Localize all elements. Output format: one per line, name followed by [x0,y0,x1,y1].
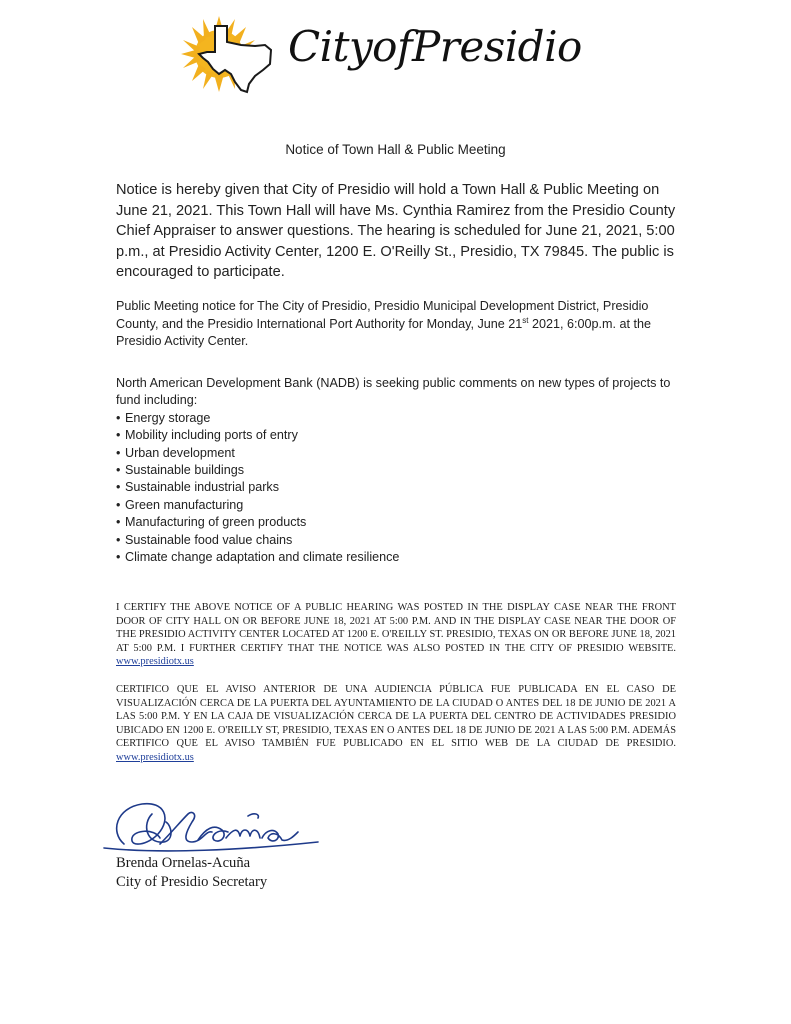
certification-spanish [116,683,676,765]
signer-title: City of Presidio Secretary [116,874,268,890]
nadb-section [116,375,676,566]
signer-name: Brenda Ornelas-Acuña [116,855,251,871]
list-item: • Sustainable industrial parks [116,479,676,496]
public-meeting-text: Public Meeting notice for The City of Presidio, Presidio Municipal Development District, Presidio County, and the Presidio International Port Authority for Monday, June 21 [116,299,649,331]
notice-title: Notice of Town Hall & Public Meeting [285,142,506,157]
certification-spanish-text: CERTIFICO QUE EL AVISO ANTERIOR DE UNA AUDIENCIA PÚBLICA FUE PUBLICADA EN EL CASO DE VISUALIZACIÓN CERCA DE LA PUERTA DEL AYUNTAMIENTO DE LA CIUDAD O ANTES DEL 18 DE JUNIO DE 2021 A LAS 5:00 P.M. Y EN LA CAJA DE VISUALIZACIÓN CERCA DE LA PUERTA DEL CENTRO DE ACTIVIDADES PRESIDIO UBICADO EN 1200 E. O'REILLY ST, PRESIDIO, TEXAS EN O ANTES DEL 18 DE JUNIO DE 2021 A LAS 5:00 P.M. ADEMÁS CERTIFICO QUE EL AVISO TAMBIÉN FUE PUBLICADO EN EL SITIO WEB DE LA CIUDAD DE PRESIDIO. [116,684,676,750]
public-meeting-text-end: 2021, 6:00p.m. at the Presidio Activity Center. [116,316,652,348]
logo-wordmark: CityofPresidio [288,22,582,71]
nadb-intro: North American Development Bank (NADB) is seeking public comments on new types of projects to fund including: [116,376,671,408]
list-item: • Mobility including ports of entry [116,427,676,444]
certification-english [116,601,676,669]
certification-english-text: I CERTIFY THE ABOVE NOTICE OF A PUBLIC HEARING WAS POSTED IN THE DISPLAY CASE NEAR THE FRONT DOOR OF CITY HALL ON OR BEFORE JUNE 18, 2021 AT 5:00 P.M. AND IN THE DISPLAY CASE NEAR THE DOOR OF THE PRESIDIO ACTIVITY CENTER LOCATED AT 1200 E. O'REILLY ST. PRESIDIO, TEXAS ON OR BEFORE JUNE 18, 2021 AT 5:00 P.M. I FURTHER CERTIFY THAT THE NOTICE WAS ALSO POSTED IN THE CITY OF PRESIDIO WEBSITE. [116,602,676,654]
list-item: • Green manufacturing [116,497,676,514]
city-logo [175,12,595,94]
list-item: • Urban development [116,445,676,462]
ordinal-suffix: st [522,315,529,325]
list-item: • Climate change adaptation and climate resilience [116,549,676,566]
notice-paragraph-town-hall: Notice is hereby given that City of Presidio will hold a Town Hall & Public Meeting on June 21, 2021. This Town Hall will have Ms. Cynthia Ramirez from the Presidio County Chief Appraiser to answer questions. The hearing is scheduled for June 21, 2021, 5:00 p.m., at Presidio Activity Center, 1200 E. O'Reilly St., Presidio, TX 79845. The public is encouraged to participate. [116,182,676,280]
website-link-spanish[interactable]: www.presidiotx.us [116,751,194,763]
list-item: • Sustainable buildings [116,462,676,479]
list-item: • Energy storage [116,410,676,427]
website-link-english[interactable]: www.presidiotx.us [116,656,194,668]
list-item: • Sustainable food value chains [116,532,676,549]
list-item: • Manufacturing of green products [116,514,676,531]
project-type-list [116,410,676,567]
handwritten-signature [102,792,322,862]
notice-paragraph-public-meeting [116,298,676,351]
sun-texas-icon [175,12,295,94]
